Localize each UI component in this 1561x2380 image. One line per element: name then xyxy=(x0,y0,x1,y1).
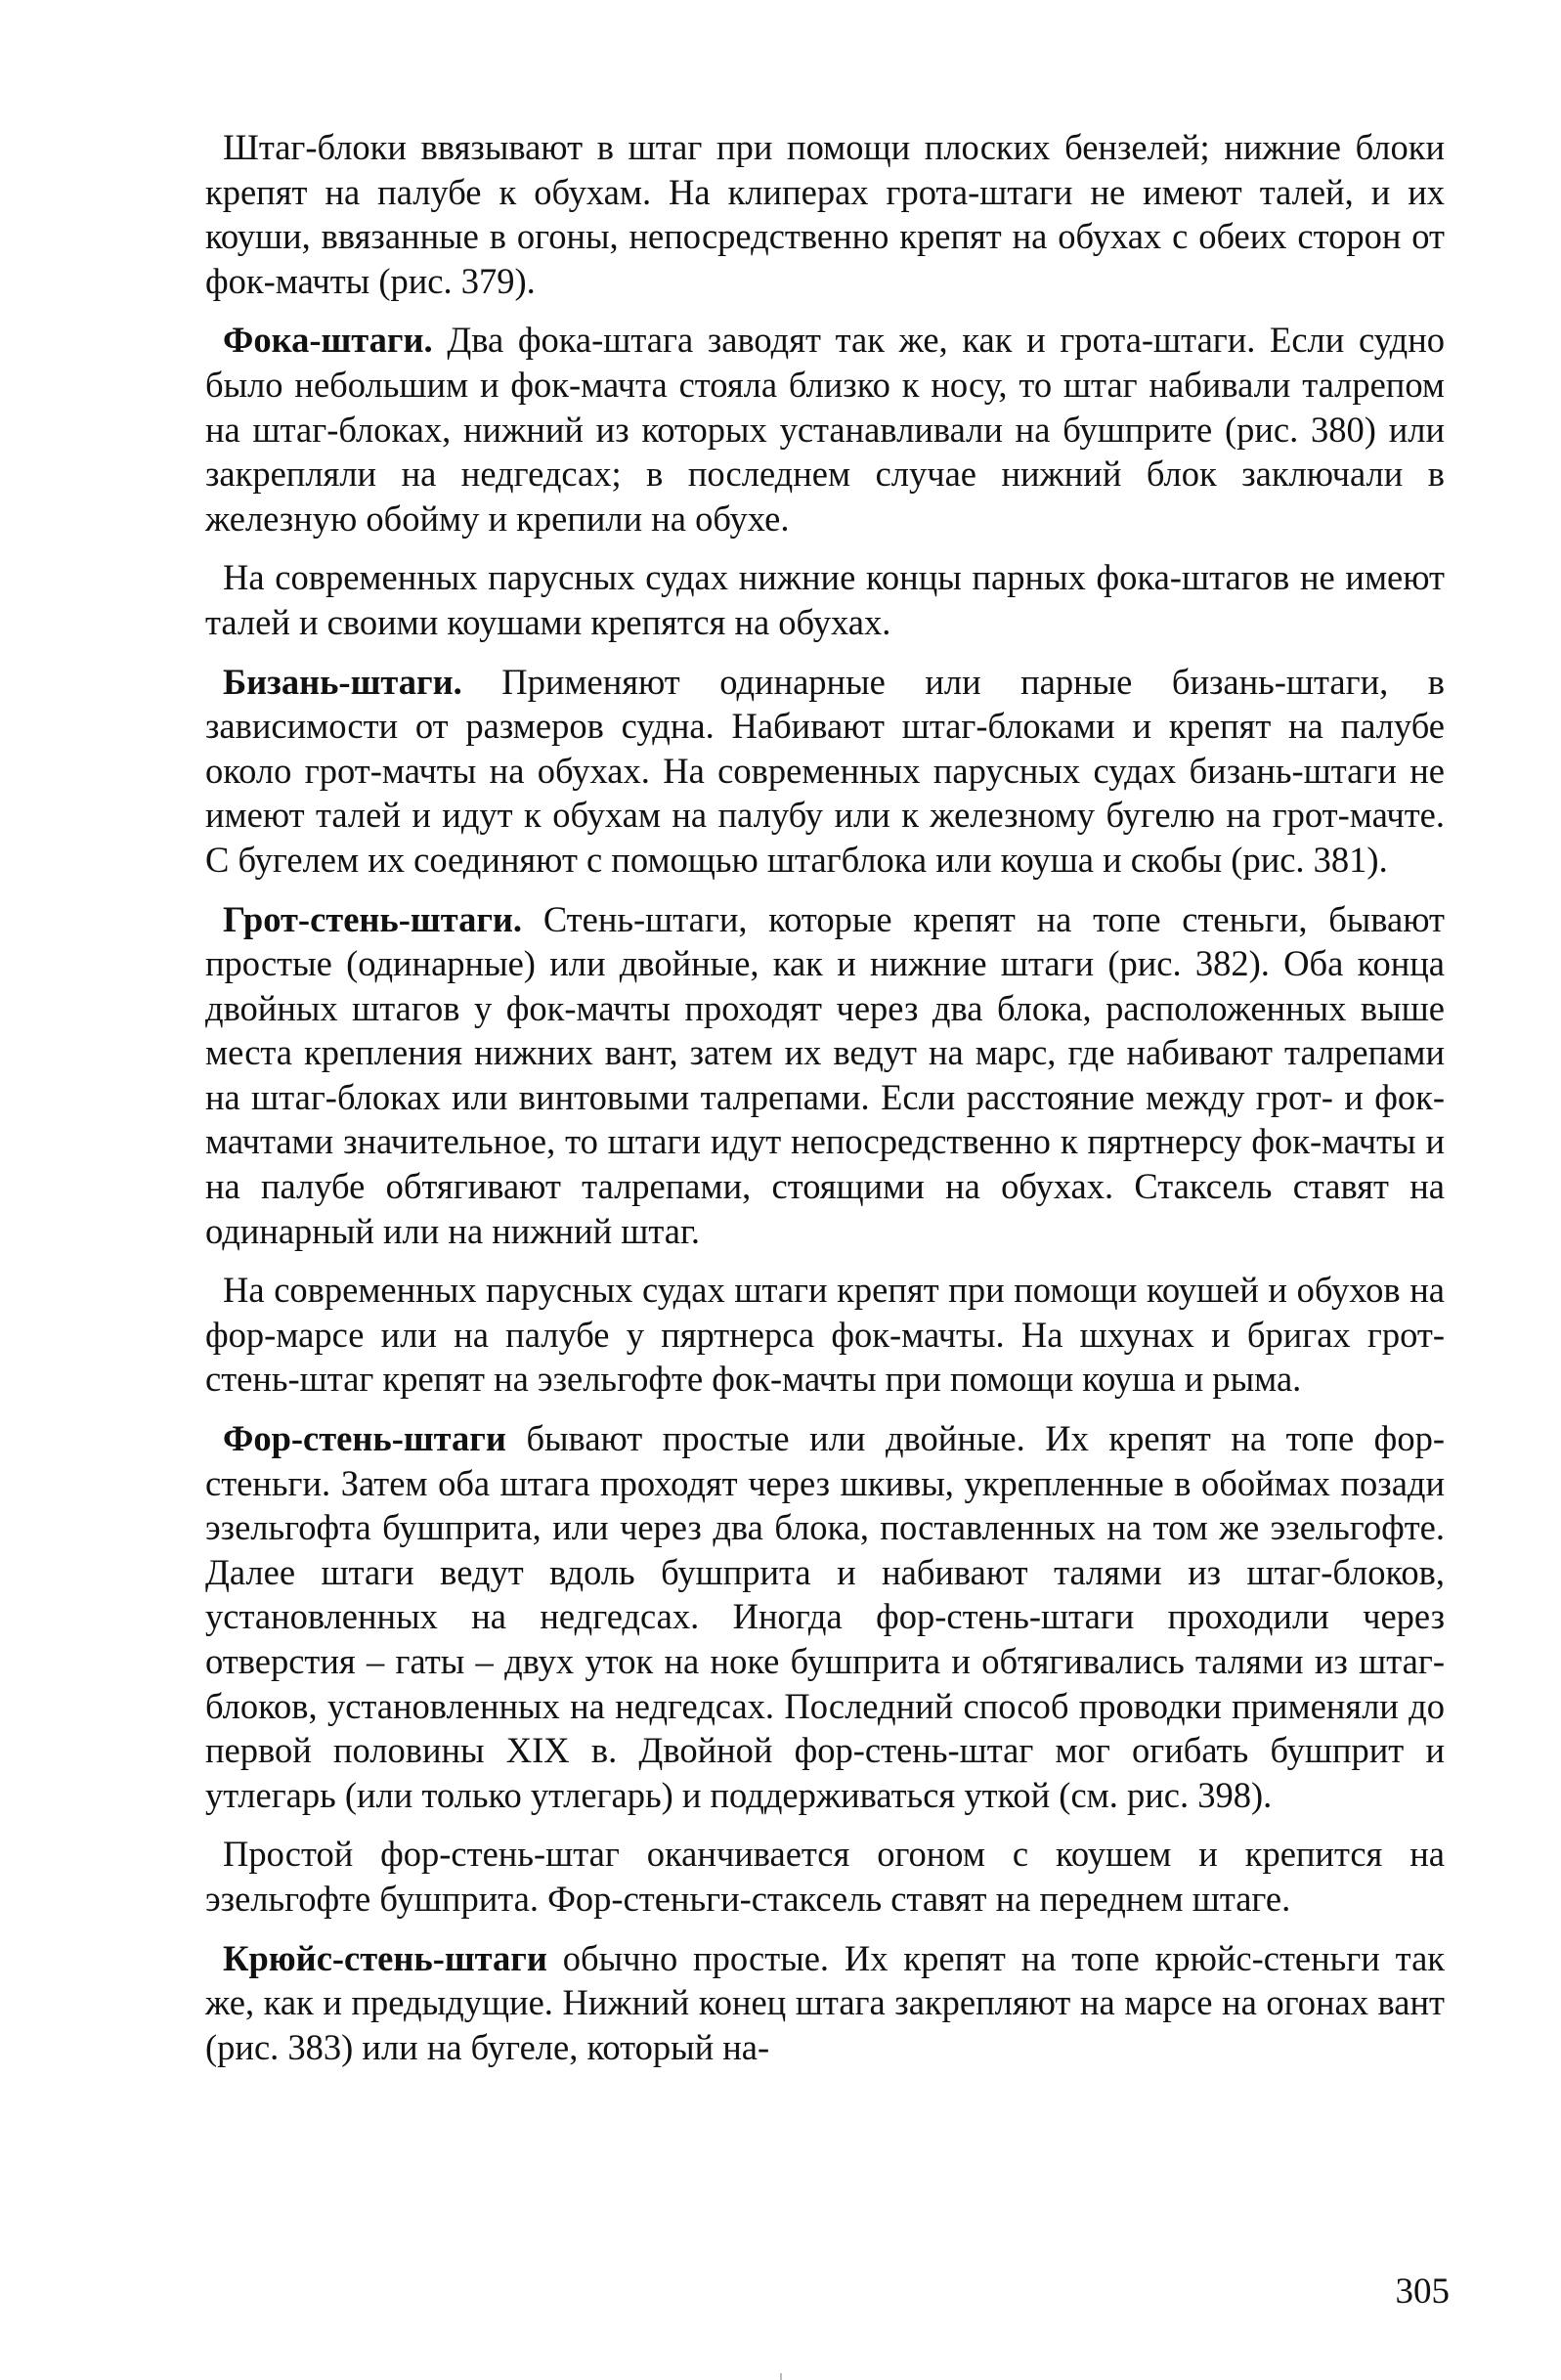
paragraph-text: Два фока-штага заводят так же, как и грота-штаги. Если судно было небольшим и фок-мачта стояла близко к носу, то штаг набивали талрепом на штаг-блоках, нижний из которых устанавливали на бушприте (рис. 380) или закрепляли на недгедсах; в последнем случае нижний блок заключали в железную обойму и крепили на обухе. xyxy=(205,320,1445,539)
page-number: 305 xyxy=(1395,2272,1450,2312)
paragraph-mizzen-topmast-stays xyxy=(205,1936,1445,2070)
paragraph-text: Штаг-блоки ввязывают в штаг при помощи плоских бензелей; нижние блоки крепят на палубе к обухам. На клиперах грота-штаги не имеют талей, и их коуши, ввязанные в огоны, непосредственно крепят на обухах с обеих сторон от фок-мачты (рис. 379). xyxy=(205,127,1445,301)
paragraph-mizzen-stays xyxy=(205,660,1445,883)
paragraph-main-topmast-stays xyxy=(205,897,1445,1254)
paragraph-fore-topmast-stays xyxy=(205,1416,1445,1817)
paragraph-text: На современных парусных судах штаги крепят при помощи коушей и обухов на фор-марсе или на палубе у пяртнерса фок-мачты. На шхунах и бригах грот-стень-штаг крепят на эзельгофте фок-мачты при помощи коуша и рыма. xyxy=(205,1270,1445,1400)
paragraph-text: На современных парусных судах нижние концы парных фока-штагов не имеют талей и своими коушами крепятся на обухах. xyxy=(205,557,1445,642)
paragraph-fore-stays xyxy=(205,318,1445,541)
paragraph-text: Стень-штаги, которые крепят на топе стеньги, бывают простые (одинарные) или двойные, как и нижние штаги (рис. 382). Оба конца двойных штагов у фок-мачты проходят через два блока, расположенных выше места крепления нижних вант, затем их ведут на марс, где набивают талрепами на штаг-блоках или винтовыми талрепами. Если расстояние между грот- и фок-мачтами значительное, то штаги идут непосредственно к пяртнерсу фок-мачты и на палубе обтягивают талрепами, стоящими на обухах. Стаксель ставят на одинарный или на нижний штаг. xyxy=(205,898,1445,1251)
paragraph-text: обычно простые. Их крепят на топе крюйс-стеньги так же, как и предыдущие. Нижний конец штага закрепляют на марсе на огонах вант (рис. 383) или на бугеле, который на- xyxy=(205,1937,1445,2067)
paragraph-heading: Крюйс-стень-штаги xyxy=(223,1937,547,1978)
body-text xyxy=(205,125,1445,2084)
scan-speck xyxy=(780,2373,782,2380)
paragraph-heading: Фор-стень-штаги xyxy=(223,1418,506,1459)
paragraph-modern-main-topmast-stays xyxy=(205,1268,1445,1402)
paragraph-modern-fore-stays xyxy=(205,555,1445,644)
paragraph-heading: Фока-штаги. xyxy=(223,320,433,361)
paragraph-text: Простой фор-стень-штаг оканчивается огоном с коушем и крепится на эзельгофте бушприта. Фор-стеньги-стаксель ставят на переднем штаге. xyxy=(205,1834,1445,1919)
paragraph-heading: Грот-стень-штаги. xyxy=(223,898,523,939)
paragraph-simple-fore-topmast-stay xyxy=(205,1832,1445,1921)
paragraph-text: бывают простые или двойные. Их крепят на топе фор-стеньги. Затем оба штага проходят через шкивы, укрепленные в обоймах позади эзельгофта бушприта, или через два блока, поставленных на том же эзельгофте. Далее штаги ведут вдоль бушприта и набивают талями из штаг-блоков, установленных на недгедсах. Иногда фор-стень-штаги проходили через отверстия – гаты – двух уток на ноке бушприта и обтягивались талями из штаг-блоков, установленных на недгедсах. Последний способ проводки применяли до первой половины XIX в. Двойной фор-стень-штаг мог огибать бушприт и утлегарь (или только утлегарь) и поддерживаться уткой (см. рис. 398). xyxy=(205,1418,1445,1815)
paragraph-stay-blocks xyxy=(205,125,1445,303)
paragraph-text: Применяют одинарные или парные бизань-штаги, в зависимости от размеров судна. Набивают штаг-блоками и крепят на палубе около грот-мачты на обухах. На современных парусных судах бизань-штаги не имеют талей и идут к обухам на палубу или к железному бугелю на грот-мачте. С бугелем их соединяют с помощью штагблока или коуша и скобы (рис. 381). xyxy=(205,661,1445,880)
paragraph-heading: Бизань-штаги. xyxy=(223,661,462,702)
